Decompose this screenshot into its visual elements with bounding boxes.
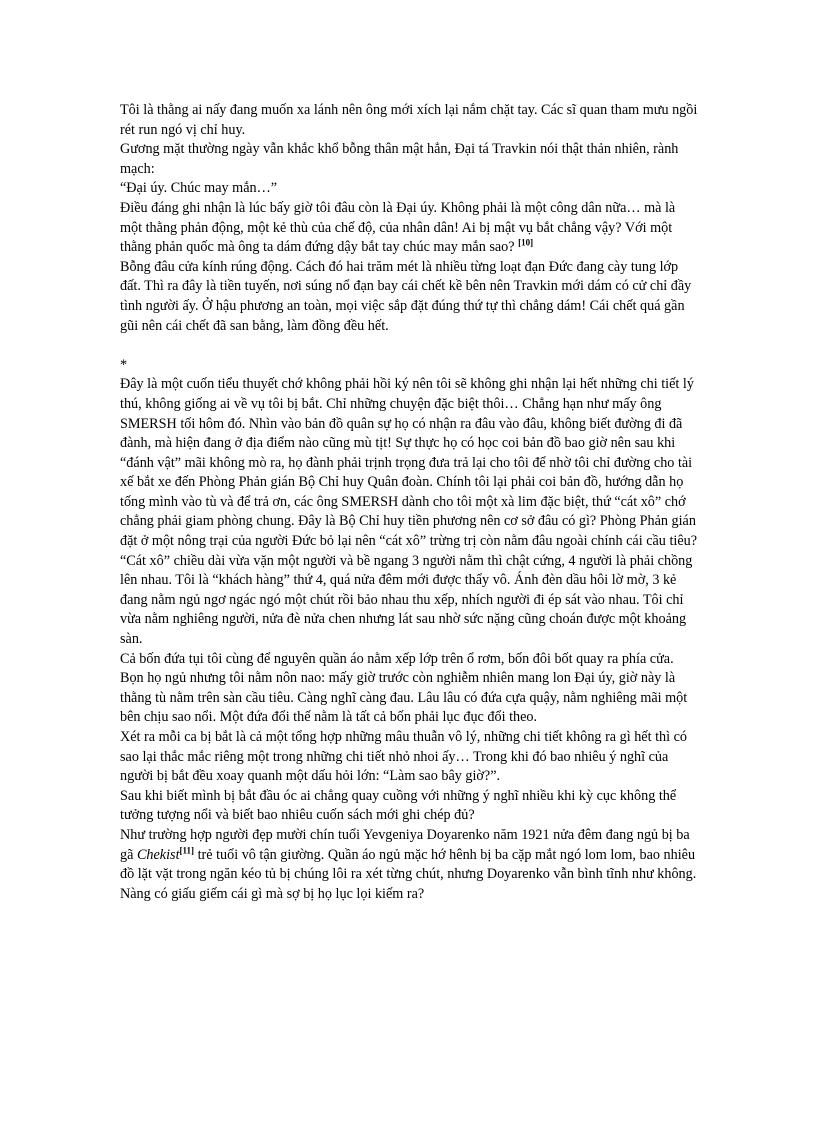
paragraph: Tôi là thằng ai nấy đang muốn xa lánh nên ông mới xích lại nắm chặt tay. Các sĩ quan tham mưu ngồi rét run ngó vị chỉ huy.: [120, 102, 698, 138]
document-page: [120, 101, 700, 904]
paragraph: Bỗng đâu cửa kính rúng động. Cách đó hai trăm mét là nhiều từng loạt đạn Đức đang cày tung lớp đất. Thì ra đây là tiền tuyến, nơi súng nổ đạn bay cái chết kề bên nên Travkin mới dám có cử chỉ đầy tình người ấy. Ở hậu phương an toàn, mọi việc sắp đặt đúng thứ tự thì chẳng dám! Cái chết quá gần gũi nên cái chết đã san bằng, làm đồng đều hết.: [120, 258, 692, 334]
footnote-marker[interactable]: [10]: [518, 237, 534, 248]
paragraph: Đây là một cuốn tiểu thuyết chớ không phải hồi ký nên tôi sẽ không ghi nhận lại hết những chi tiết lý thú, không giống ai về vụ tôi bị bắt. Chỉ những chuyện đặc biệt thôi… Chẳng hạn như mấy ông SMERSH tối hôm đó. Nhìn vào bản đồ quân sự họ có nhận ra đâu vào đâu, không biết đường đi đã đành, mà hiện đang ở địa điểm nào cũng mù tịt! Sự thực họ có học coi bản đồ bao giờ nên sau khi “đánh vật” mãi không mò ra, họ đành phải trịnh trọng đưa trả lại cho tôi để nhờ tôi chỉ đường cho tài xế bắt xe đến Phòng Phản gián Bộ Chỉ huy Quân đoàn. Chính tôi lại phải coi bản đồ, hướng dẫn họ tống mình vào tù và để trả ơn, các ông SMERSH dành cho tôi một xà lim đặc biệt, thứ “cát xô” chớ chẳng phải giam phòng chung. Đây là Bộ Chỉ huy tiền phương nên cơ sở đâu có gì? Phòng Phản gián đặt ở một nông trại của người Đức bỏ lại nên “cát xô” trừng trị còn nằm đâu ngoài chính cái cầu tiêu?: [120, 376, 698, 550]
italic-term: Chekist: [136, 846, 180, 863]
footnote-marker[interactable]: [11]: [179, 844, 195, 855]
paragraph-text: Điều đáng ghi nhận là lúc bấy giờ tôi đâu còn là Đại úy. Không phải là một công dân nữa… mà là một thằng phản động, một kẻ thù của chế độ, của nhân dân! Ai bị mật vụ bắt chẳng vậy? Với một thằng phản quốc mà ông ta dám đứng dậy bắt tay chúc may mắn sao?: [120, 199, 676, 256]
section-separator: *: [120, 356, 128, 373]
paragraph: Sau khi biết mình bị bắt đầu óc ai chẳng quay cuồng với những ý nghĩ nhiều khi kỳ cục không thể tưởng tượng nổi và biết bao nhiêu cuốn sách mới ghi chép đủ?: [120, 787, 677, 824]
paragraph: “Cát xô” chiều dài vừa vặn một người và bề ngang 3 người nằm thì chật cứng, 4 người là phải chồng lên nhau. Tôi là “khách hàng” thứ 4, quá nửa đêm mới được thẩy vô. Ánh đèn dầu hôi lờ mờ, 3 kẻ đang nằm ngủ ngơ ngác ngó một chút rồi bảo nhau thu xếp, nhích người đi ép sát vào nhau. Tôi chỉ vừa nằm nghiêng người, nửa đè nửa chen nhưng lát sau nhờ sức nặng cũng choán được một khoảng sàn.: [120, 552, 693, 648]
paragraph: Gương mặt thường ngày vẫn khắc khổ bỗng thân mật hẳn, Đại tá Travkin nói thật thản nhiên, rành mạch:: [120, 141, 679, 177]
paragraph: [120, 826, 700, 904]
paragraph: Xét ra mỗi ca bị bắt là cả một tổng hợp những mâu thuẫn vô lý, những chi tiết không ra gì hết thì có sao lại thắc mắc riêng một trong những chi tiết nhỏ nhoi ấy… Trong khi đó bao nhiêu ý nghĩ của người bị bắt đều xoay quanh một dấu hỏi lớn: “Làm sao bây giờ?”.: [120, 729, 688, 785]
blank-line: [120, 336, 700, 356]
paragraph: Cả bốn đứa tụi tôi cùng để nguyên quần áo nằm xếp lớp trên ổ rơm, bốn đôi bốt quay ra phía cửa. Bọn họ ngủ nhưng tôi nằm nôn nao: mấy giờ trước còn nghiễm nhiên mang lon Đại úy, giờ này là thằng tù nằm trên sàn cầu tiêu. Càng nghĩ càng đau. Lâu lâu có đứa cựa quậy, nằm nghiêng mãi một bên chịu sao nổi. Một đứa đổi thế nằm là tất cả bốn phải lục đục đổi theo.: [120, 650, 688, 726]
paragraph-text: Như trường hợp người đẹp mười chín tuổi Yevgeniya Doyarenko năm 1921 nửa đêm đang ngủ bị ba gã: [120, 826, 690, 863]
paragraph-text: trẻ tuổi vô tận giường. Quần áo ngủ mặc hớ hênh bị ba cặp mắt ngó lom lom, bao nhiêu đồ lặt vặt trong ngăn kéo tủ bị chúng lôi ra xét từng chút, nhưng Doyarenko vẫn bình tĩnh như không. Nàng có giấu giếm cái gì mà sợ bị họ lục lọi kiếm ra?: [120, 846, 697, 902]
paragraph: [120, 199, 700, 258]
paragraph: “Đại úy. Chúc may mắn…”: [120, 180, 278, 197]
